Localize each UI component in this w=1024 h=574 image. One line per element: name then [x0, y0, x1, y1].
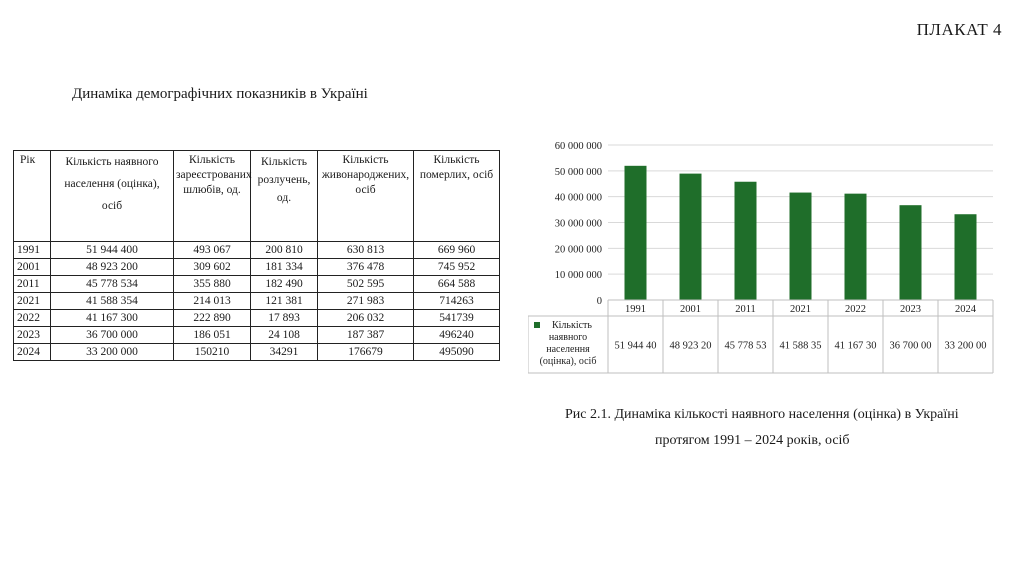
bar [955, 214, 977, 300]
header-deaths: Кількість померлих, осіб [414, 151, 500, 242]
data-label: 51 944 40 [614, 340, 657, 352]
figure-caption [520, 402, 1024, 454]
y-tick-label: 20 000 000 [554, 244, 602, 256]
table-cell: 36 700 000 [51, 327, 174, 344]
table-cell: 271 983 [318, 293, 414, 310]
table-header-row [14, 151, 500, 242]
data-label: 33 200 00 [944, 340, 987, 352]
table-row [14, 310, 500, 327]
header-divorces-text: Кількість розлучень, од. [257, 156, 311, 204]
y-tick-label: 10 000 000 [554, 270, 602, 282]
table-cell: 51 944 400 [51, 242, 174, 259]
data-label: 36 700 00 [889, 340, 932, 352]
legend-label-line: населення [546, 344, 590, 355]
table-cell: 669 960 [414, 242, 500, 259]
table-cell: 200 810 [251, 242, 318, 259]
table-cell-year: 2021 [14, 293, 51, 310]
bar [735, 182, 757, 300]
table-cell-year: 2024 [14, 344, 51, 361]
x-tick-label: 2011 [735, 304, 756, 315]
y-tick-label: 30 000 000 [554, 218, 602, 230]
table-cell: 502 595 [318, 276, 414, 293]
header-marriages: Кількість зареєстрованих шлюбів, од. [174, 151, 251, 242]
bar [625, 166, 647, 300]
header-population-text: Кількість наявного населення (оцінка), осіб [64, 156, 160, 212]
table-row [14, 344, 500, 361]
table-row [14, 259, 500, 276]
population-chart [528, 135, 998, 375]
table-cell-year: 2022 [14, 310, 51, 327]
table-cell: 176679 [318, 344, 414, 361]
table-cell: 186 051 [174, 327, 251, 344]
data-label: 48 923 20 [669, 340, 712, 352]
bar [680, 174, 702, 300]
page-title: Динаміка демографічних показників в Україні [72, 86, 368, 102]
caption-line-1: Рис 2.1. Динаміка кількості наявного населення (оцінка) в Україні [565, 407, 959, 422]
table-cell: 45 778 534 [51, 276, 174, 293]
y-tick-label: 60 000 000 [554, 141, 602, 152]
table-cell: 34291 [251, 344, 318, 361]
x-tick-label: 2023 [900, 304, 921, 315]
table-cell: 187 387 [318, 327, 414, 344]
table-cell-year: 2001 [14, 259, 51, 276]
bar [790, 193, 812, 300]
legend-label [540, 320, 597, 367]
bar [900, 205, 922, 300]
table-cell: 17 893 [251, 310, 318, 327]
table-cell: 664 588 [414, 276, 500, 293]
table-row [14, 293, 500, 310]
table-cell: 493 067 [174, 242, 251, 259]
legend-key [534, 322, 540, 328]
x-tick-label: 2022 [845, 304, 866, 315]
table-cell: 630 813 [318, 242, 414, 259]
table-cell: 222 890 [174, 310, 251, 327]
header-year: Рік [14, 151, 51, 242]
table-cell: 41 588 354 [51, 293, 174, 310]
bar [845, 194, 867, 300]
table-row [14, 276, 500, 293]
x-tick-label: 2001 [680, 304, 701, 315]
table-cell: 33 200 000 [51, 344, 174, 361]
poster-label: ПЛАКАТ 4 [916, 20, 1002, 39]
y-tick-label: 0 [596, 296, 602, 307]
data-label: 41 167 30 [834, 340, 877, 352]
table-row [14, 327, 500, 344]
legend-label-line: Кількість [551, 320, 593, 331]
table-cell: 714263 [414, 293, 500, 310]
table-cell: 150210 [174, 344, 251, 361]
table-cell: 745 952 [414, 259, 500, 276]
y-tick-label: 40 000 000 [554, 192, 602, 204]
table-cell: 309 602 [174, 259, 251, 276]
legend-label-line: (оцінка), осіб [539, 356, 597, 367]
x-tick-label: 2024 [955, 304, 976, 315]
table-cell: 48 923 200 [51, 259, 174, 276]
caption-line-2: протягом 1991 – 2024 років, осіб [655, 433, 850, 448]
x-tick-label: 2021 [790, 304, 811, 315]
header-population [51, 151, 174, 242]
y-tick-label: 50 000 000 [554, 166, 602, 178]
table-cell: 376 478 [318, 259, 414, 276]
data-label: 45 778 53 [724, 340, 767, 352]
table-cell: 182 490 [251, 276, 318, 293]
table-cell: 206 032 [318, 310, 414, 327]
header-divorces [251, 151, 318, 242]
legend-label-line: наявного [548, 332, 588, 343]
table-cell: 181 334 [251, 259, 318, 276]
table-row [14, 242, 500, 259]
table-cell: 121 381 [251, 293, 318, 310]
table-cell-year: 2023 [14, 327, 51, 344]
demographics-table [13, 150, 500, 361]
table-cell: 496240 [414, 327, 500, 344]
table-cell: 495090 [414, 344, 500, 361]
table-cell: 24 108 [251, 327, 318, 344]
table-cell: 355 880 [174, 276, 251, 293]
table-cell: 41 167 300 [51, 310, 174, 327]
table-cell: 541739 [414, 310, 500, 327]
table-cell-year: 2011 [14, 276, 51, 293]
data-label: 41 588 35 [779, 340, 822, 352]
table-cell: 214 013 [174, 293, 251, 310]
header-births: Кількість живонароджених, осіб [318, 151, 414, 242]
table-cell-year: 1991 [14, 242, 51, 259]
x-tick-label: 1991 [625, 304, 646, 315]
